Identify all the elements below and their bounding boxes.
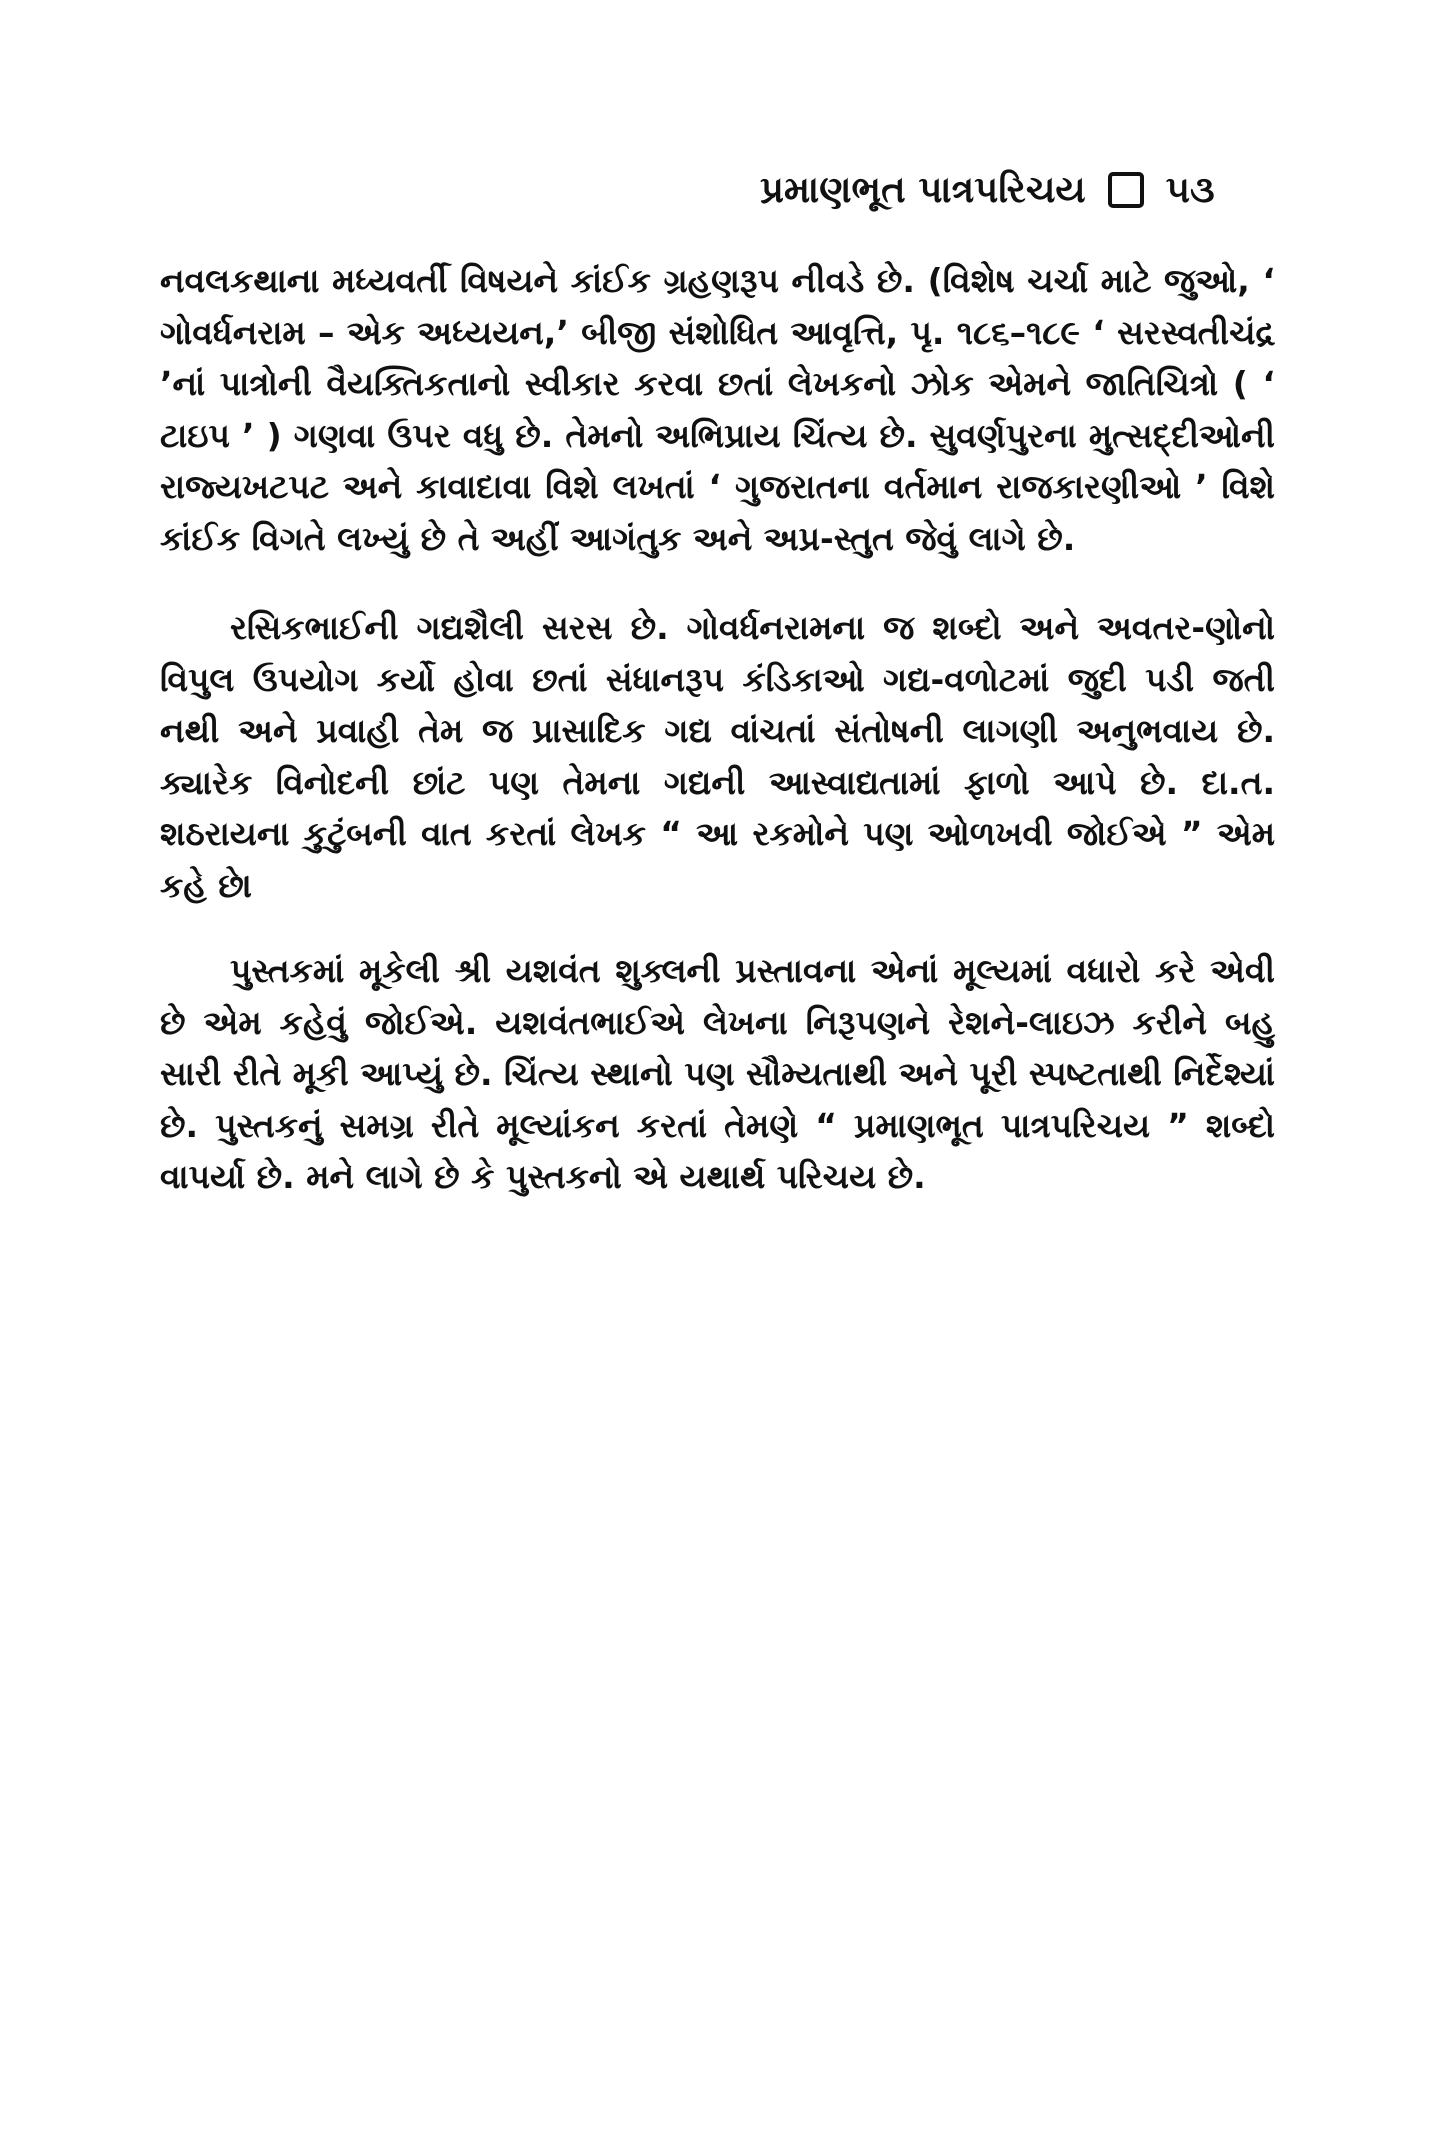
paragraph-1: નવલકથાના મધ્યવર્તી વિષયને કાંઈક ગ્રહણરૂપ નીવડે છે. (વિશેષ ચર્ચા માટે જુઓ, ‘ ગોવર્ધનરામ – એક અધ્યયન,’ બીજી સંશોધિત આવૃત્તિ, પૃ. ૧૮૬–૧૮૯ ‘ સરસ્વતીચંદ્ર ’નાં પાત્રોની વૈયક્તિકતાનો સ્વીકાર કરવા છતાં લેખકનો ઝોક એમને જાતિચિત્રો ( ‘ ટાઇપ ’ ) ગણવા ઉપર વધુ છે. તેમનો અભિપ્રાય ચિંત્ય છે. સુવર્ણપુરના મુત્સદ્દીઓની રાજ્યખટપટ અને કાવાદાવા વિશે લખતાં ‘ ગુજરાતના વર્તમાન રાજકારણીઓ ’ વિશે કાંઈક વિગતે લખ્યું છે તે અહીં આગંતુક અને અપ્ર-સ્તુત જેવું લાગે છે.: [160, 261, 1275, 558]
paragraph-2: રસિકભાઈની ગદ્યશૈલી સરસ છે. ગોવર્ધનરામના જ શબ્દો અને અવતર-ણોનો વિપુલ ઉપયોગ કર્યો હોવા છતાં સંધાનરૂપ કંડિકાઓ ગદ્ય-વળોટમાં જુદી પડી જતી નથી અને પ્રવાહી તેમ જ પ્રાસાદિક ગદ્ય વાંચતાં સંતોષની લાગણી અનુભવાય છે. ક્યારેક વિનોદની છાંટ પણ તેમના ગદ્યની આસ્વાદ્યતામાં ફાળો આપે છે. દા.ત. શઠરાયના કુટુંબની વાત કરતાં લેખક “ આ રકમોને પણ ઓળખવી જોઈએ ” એમ કહે છે।: [160, 608, 1275, 905]
paragraph-3: પુસ્તકમાં મૂકેલી શ્રી યશવંત શુક્લની પ્રસ્તાવના એનાં મૂલ્યમાં વધારો કરે એવી છે એમ કહેવું જોઈએ. યશવંતભાઈએ લેખના નિરૂપણને રેશને-લાઇઝ કરીને બહુ સારી રીતે મૂકી આપ્યું છે. ચિંત્ય સ્થાનો પણ સૌમ્યતાથી અને પૂરી સ્પષ્ટતાથી નિર્દેશ્યાં છે. પુસ્તકનું સમગ્ર રીતે મૂલ્યાંકન કરતાં તેમણે “ પ્રમાણભૂત પાત્રપરિચય ” શબ્દો વાપર્યા છે. મને લાગે છે કે પુસ્તકનો એ યથાર્થ પરિચય છે.: [160, 951, 1275, 1196]
running-head-title: પ્રમાણભૂત પાત્રપરિચય: [760, 168, 1086, 211]
running-head: [760, 160, 1280, 220]
page-number: ૫૩: [1165, 168, 1215, 211]
square-ornament-icon: [1108, 172, 1144, 208]
body-text: [160, 255, 1275, 1203]
